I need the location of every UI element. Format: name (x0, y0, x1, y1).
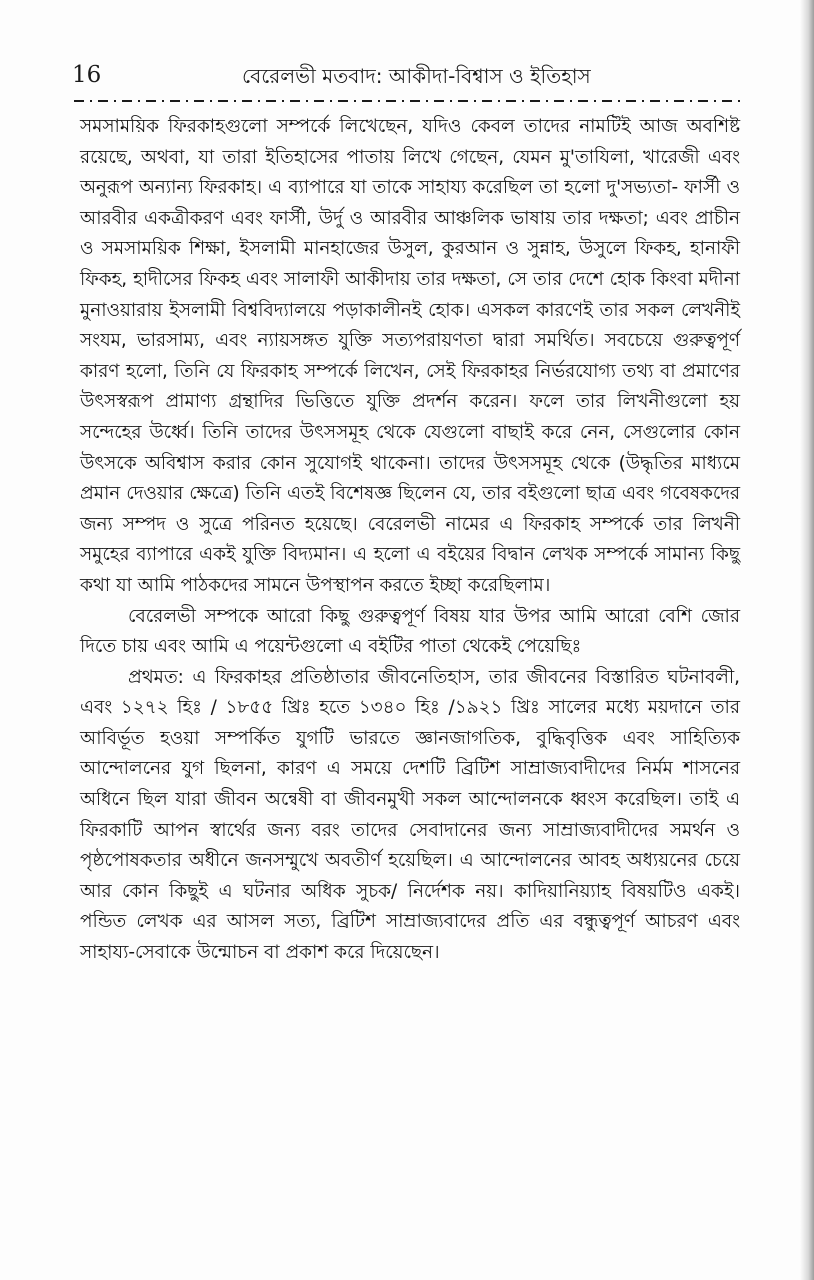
page-edge-shadow (800, 0, 814, 1280)
header-dotted-rule (74, 98, 744, 104)
page-number: 16 (72, 62, 102, 88)
running-title: বেরেলভী মতবাদ: আকীদা-বিশ্বাস ও ইতিহাস (242, 64, 591, 88)
body-text (80, 112, 740, 969)
running-header (72, 58, 752, 98)
paragraph: সমসাময়িক ফিরকাহগুলো সম্পর্কে লিখেছেন, যদিও কেবল তাদের নামটিই আজ অবশিষ্ট রয়েছে, অথবা, যা তারা ইতিহাসের পাতায় লিখে গেছেন, যেমন মু'তাযিলা, খারেজী এবং অনুরূপ অন্যান্য ফিরকাহ। এ ব্যাপারে যা তাকে সাহায্য করেছিল তা হলো দু'সভ্যতা- ফার্সী ও আরবীর একত্রীকরণ এবং ফার্সী, উর্দু ও আরবীর আঞ্চলিক ভাষায় তার দক্ষতা; এবং প্রাচীন ও সমসাময়িক শিক্ষা, ইসলামী মানহাজের উসুল, কুরআন ও সুন্নাহ, উসুলে ফিকহ, হানাফী ফিকহ, হাদীসের ফিকহ এবং সালাফী আকীদায় তার দক্ষতা, সে তার দেশে হোক কিংবা মদীনা মুনাওয়ারায় ইসলামী বিশ্ববিদ্যালয়ে পড়াকালীনই হোক। এসকল কারণেই তার সকল লেখনীই সংযম, ভারসাম্য, এবং ন্যায়সঙ্গত যুক্তি সত্যপরায়ণতা দ্বারা সমর্থিত। সবচেয়ে গুরুত্বপূর্ণ কারণ হলো, তিনি যে ফিরকাহ সম্পর্কে লিখেন, সেই ফিরকাহর নির্ভরযোগ্য তথ্য বা প্রমাণের উৎসস্বরূপ প্রামাণ্য গ্রন্থাদির ভিত্তিতে যুক্তি প্রদর্শন করেন। ফলে তার লিখনীগুলো হয় সন্দেহের উর্ধ্বে। তিনি তাদের উৎসসমূহ থেকে যেগুলো বাছাই করে নেন, সেগুলোর কোন উৎসকে অবিশ্বাস করার কোন সুযোগই থাকেনা। তাদের উৎসসমূহ থেকে (উদ্ধৃতির মাধ্যমে প্রমান দেওয়ার ক্ষেত্রে) তিনি এতই বিশেষজ্ঞ ছিলেন যে, তার বইগুলো ছাত্র এবং গবেষকদের জন্য সম্পদ ও সুত্রে পরিনত হয়েছে। বেরেলভী নামের এ ফিরকাহ সম্পর্কে তার লিখনী সমুহের ব্যাপারে একই যুক্তি বিদ্যমান। এ হলো এ বইয়ের বিদ্বান লেখক সম্পর্কে সামান্য কিছু কথা যা আমি পাঠকদের সামনে উপস্থাপন করতে ইচ্ছা করেছিলাম। (80, 116, 740, 596)
paragraph: প্রথমত: এ ফিরকাহর প্রতিষ্ঠাতার জীবনেতিহাস, তার জীবনের বিস্তারিত ঘটনাবলী, এবং ১২৭২ হিঃ / ১৮৫৫ খ্রিঃ হতে ১৩৪০ হিঃ /১৯২১ খ্রিঃ সালের মধ্যে ময়দানে তার আবির্ভূত হওয়া সম্পর্কিত যুগটি ভারতে জ্ঞানজাগতিক, বুদ্ধিবৃত্তিক এবং সাহিত্যিক আন্দোলনের যুগ ছিলনা, কারণ এ সময়ে দেশটি ব্রিটিশ সাম্রাজ্যবাদীদের নির্মম শাসনের অধিনে ছিল যারা জীবন অন্বেষী বা জীবনমুখী সকল আন্দোলনকে ধ্বংস করেছিল। তাই এ ফিরকাটি আপন স্বার্থের জন্য বরং তাদের সেবাদানের জন্য সাম্রাজ্যবাদীদের সমর্থন ও পৃষ্ঠপোষকতার অধীনে জনসম্মুখে অবতীর্ণ হয়েছিল। এ আন্দোলনের আবহ অধ্যয়নের চেয়ে আর কোন কিছুই এ ঘটনার অধিক সুচক/ নির্দেশক নয়। কাদিয়ানিয়্যাহ বিষয়টিও একই। পন্ডিত লেখক এর আসল সত্য, ব্রিটিশ সাম্রাজ্যবাদের প্রতি এর বন্ধুত্বপূর্ণ আচরণ এবং সাহায্য-সেবাকে উন্মোচন বা প্রকাশ করে দিয়েছেন। (80, 666, 740, 964)
dotted-rule-graphic (74, 98, 744, 104)
paragraph: বেরেলভী সম্পকে আরো কিছু গুরুত্বপূর্ণ বিষয় যার উপর আমি আরো বেশি জোর দিতে চায় এবং আমি এ পয়েন্টগুলো এ বইটির পাতা থেকেই পেয়েছিঃ (80, 605, 740, 658)
